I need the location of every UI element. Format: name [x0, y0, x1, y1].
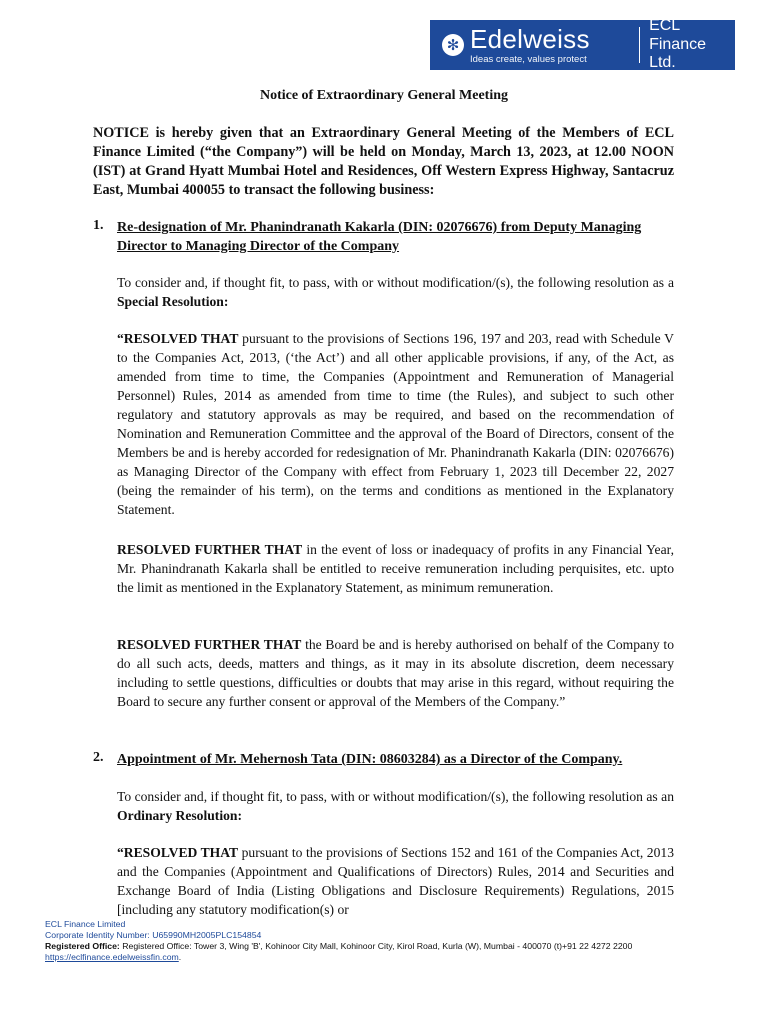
- item-2-consider-text: To consider and, if thought fit, to pass, with or without modification/(s), the following resolution as an Ordinary Resolution:: [117, 789, 674, 823]
- item-1-resolution-2: RESOLVED FURTHER THAT in the event of loss or inadequacy of profits in any Financial Year, Mr. Phanindranath Kakarla shall be entitled to receive remuneration including perquisites, etc. upto the limit as mentioned in the Explanatory Statement, as minimum remuneration.: [117, 542, 675, 595]
- company-logo: [430, 17, 735, 72]
- logo-tagline: Ideas create, values protect: [470, 53, 587, 65]
- item-2-number: 2.: [93, 750, 104, 765]
- item-1-resolution-type: Special Resolution:: [117, 294, 229, 309]
- item-2-resolution-1: “RESOLVED THAT pursuant to the provisions of Sections 152 and 161 of the Companies Act, 2013 and the Companies (Appointment and Qualifications of Directors) Rules, 2014 and Securities and Exchange Board of India (Listing Obligations and Disclosure Requirements) Regulations, 2015 [including any statutory modification(s) or: [117, 845, 674, 917]
- item-1-resolution-1: “RESOLVED THAT pursuant to the provisions of Sections 196, 197 and 203, read with Schedule V to the Companies Act, 2013, (‘the Act’) and all other applicable provisions, if any, of the Act, as amended from time to time, the Companies (Appointment and Remuneration of Managerial Personnel) Rules, 2014 as amended from time to time (the Rules), and subject to such other regulatory and statutory approvals as may be required, and based on the recommendation of Nomination and Remuneration Committee and the approval of the Board of Directors, consent of the Members be and is hereby accorded for redesignation of Mr. Phanindranath Kakarla (DIN: 02076676) as Managing Director of the Company with effect from February 1, 2023 till December 22, 2027 (being the remainder of his term), on the terms and conditions as mentioned in the Explanatory Statement.: [117, 331, 674, 517]
- footer-company: ECL Finance Limited: [45, 919, 126, 929]
- item-1-heading: Re-designation of Mr. Phanindranath Kakarla (DIN: 02076676) from Deputy Managing Director to Managing Director of the Company: [117, 220, 642, 254]
- logo-brand-name: Edelweiss: [470, 23, 590, 54]
- logo-entity-block: [640, 17, 735, 72]
- item-2-resolution-type: Ordinary Resolution:: [117, 808, 242, 823]
- edelweiss-flower-icon: ✻: [442, 34, 464, 56]
- footer-website-link[interactable]: https://eclfinance.edelweissfin.com: [45, 952, 179, 962]
- item-1-consider-text: To consider and, if thought fit, to pass, with or without modification/(s), the following resolution as a Special Resolution:: [117, 275, 674, 309]
- notice-intro: NOTICE is hereby given that an Extraordinary General Meeting of the Members of ECL Finance Limited (“the Company”) will be held on Monday, March 13, 2023, at 12.00 NOON (IST) at Grand Hyatt Mumbai Hotel and Residences, Off Western Express Highway, Santacruz East, Mumbai 400055 to transact the following business:: [93, 125, 674, 198]
- page-title: Notice of Extraordinary General Meeting: [259, 88, 509, 103]
- item-2-heading: Appointment of Mr. Mehernosh Tata (DIN: 08603284) as a Director of the Company.: [117, 752, 623, 767]
- item-1-number: 1.: [93, 218, 104, 233]
- footer-cin: Corporate Identity Number: U65990MH2005PLC154854: [45, 930, 262, 940]
- logo-brand-block: [430, 20, 639, 70]
- item-1-resolution-3: RESOLVED FURTHER THAT the Board be and is hereby authorised on behalf of the Company to do all such acts, deeds, matters and things, as it may in its absolute discretion, deem necessary including to settle questions, difficulties or doubts that may arise in this regard, without requiring the Board to secure any further consent or approval of the Members of the Company.”: [117, 637, 674, 709]
- logo-entity-line1: ECL: [649, 17, 681, 35]
- logo-entity-line2: Finance Ltd.: [649, 35, 706, 72]
- footer-registered-office: Registered Office: Registered Office: Tower 3, Wing 'B', Kohinoor City Mall, Kohinoor City, Kirol Road, Kurla (W), Mumbai - 400070 (t)+91 22 4272 2200 https://eclfinance.edelweissfin.com.: [45, 941, 633, 962]
- page-footer: [45, 919, 735, 963]
